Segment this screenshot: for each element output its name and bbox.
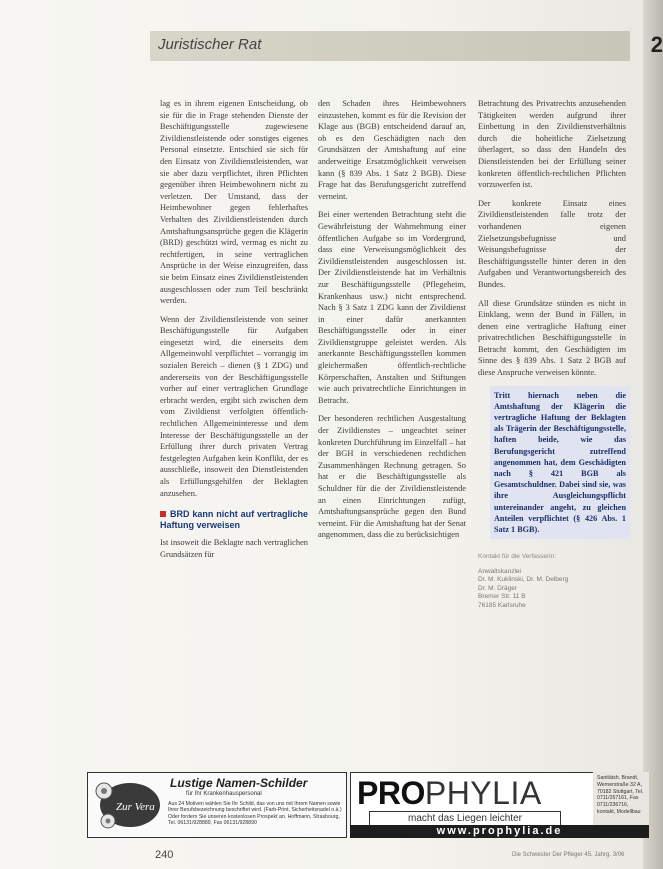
flower-logo-icon: [92, 777, 162, 833]
text-column-1: [160, 98, 308, 567]
prophylia-slogan: macht das Liegen leichter: [369, 811, 561, 827]
paragraph: lag es in ihrem eigenen Entscheidung, ob sie für die in Frage stehenden Dienste der Beschäftigungsstelle zugewiesene Zivildienstleistende oder sonstiges eigenes Personal einsetzte. Entschied sie sich für den Einsatz von Zivildienstleistenden, war sie aber dazu verpflichtet, ihren Pflichten gegenüber ihren Heimbewohnern nicht zu verletzen. Der Umstand, dass der Heimbewohner gegen fehlerhaftes Verhalten des Zivildienstleistenden durch Amtshaftungsansprüche gegen die Klägerin (BRD) geschützt wird, vermag es nicht zu rechtfertigen, in seine vertraglichen Ansprüche in der Weise einzugreifen, dass sie beim Einsatz eines Zivildienstleistenden ausgeschlossen oder zum Teil beschränkt werden.: [160, 99, 308, 306]
ad-title: Lustige Namen-Schilder: [170, 776, 308, 790]
paragraph: Betrachtung des Privatrechts anzusehenden Tätigkeiten werden aufgrund ihrer Einbettung in den Zivildienstverhältnis durch die hoheitliche Zielsetzung überlagert, so dass den Handeln des Dienstleistenden bei der Erfüllung seiner konkreten öffentlich-rechtlichen Pflichten vorzuwerfen ist.: [478, 99, 626, 190]
paragraph: den Schaden ihres Heimbewohners einzustehen, kommt es für die Revision der Klage aus (BGB) entscheidend darauf an, ob es den Geschädigten nach den Grundsätzen der Amtshaftung auf eine anderweitige Ersatzmöglichkeit verweisen kann (§ 839 Abs. 1 Satz 2 BGB). Diese Frage hat das Berufungsgericht zutreffend verneint.: [318, 99, 466, 201]
bullet-square-icon: [160, 511, 166, 517]
advertisement-name-tags[interactable]: [87, 772, 347, 838]
subheading-text: BRD kann nicht auf vertragliche Haftung verweisen: [160, 509, 308, 531]
ad-subtitle: für Ihr Krankenhauspersonal: [186, 791, 262, 797]
author-line: 76185 Karlsruhe: [478, 601, 526, 609]
paragraph: Ist insoweit die Beklagte nach vertraglichen Grundsätzen für: [160, 538, 308, 559]
next-page-edge: [643, 0, 663, 869]
prophylia-url[interactable]: www.prophylia.de: [350, 825, 649, 838]
text-column-3: [478, 98, 626, 610]
author-line: Dr. M. Kuklinski, Dr. M. Delberg: [478, 576, 569, 584]
prophylia-logo: [357, 777, 542, 809]
logo-text: Zur Vera: [116, 801, 155, 813]
brand-pro: PRO: [357, 775, 425, 811]
highlight-box: Tritt hiernach neben die Amtshaftung der Klägerin die vertragliche Haftung der Beklagten als Trägerin der Beschäftigungsstelle, haften beide, wie das Berufungsgericht zutreffend angenommen hat, dem Geschädigten nach § 421 BGB als Gesamtschuldner. Dabei sind sie, was ihre Ausgleichungspflicht untereinander angeht, zu gleichen Anteilen verpflichtet (§ 426 Abs. 1 Satz 1 BGB).: [490, 386, 630, 540]
section-header: [150, 31, 630, 61]
page-number: 240: [155, 849, 174, 861]
advertisement-contact: Sanitätsh. Brandt, Wernerstraße 32 A, 70182 Stuttgart, Tel. 0711/267161, Fax 0711/236716, kontakt, Modellbau: [593, 772, 649, 836]
paragraph: Der konkrete Einsatz eines Zivildienstleistenden falle trotz der vorhandenen eigenen Zielsetzungsbefugnisse und Weisungsbefugnisse der Beschäftigungsstelle hinter deren in den Aufgaben und Verantwortungsbereich des Bundes.: [478, 198, 626, 289]
publication-source: Die Schwester Der Pfleger 45. Jahrg. 3/06: [512, 852, 625, 858]
paragraph: All diese Grundsätze stünden es nicht in Einklang, wenn der Bund in Fällen, in denen eine vertragliche Haftung einer privatrechtlichen Beschäftigungsstelle in Betracht kommt, den Geschädigten im Sinne des § 839 Abs. 1 Satz 2 BGB auf diese Anspruche verweisen könnte.: [478, 298, 626, 378]
author-line: Dr. M. Dräger: [478, 584, 518, 592]
author-line: Bremer Str. 11 B: [478, 593, 526, 601]
paragraph: Bei einer wertenden Betrachtung steht die Gewährleistung der Wahrnehmung einer öffentlichen Aufgabe so im Vordergrund, dass eine Verweisungsmöglichkeit des Zivildienstleistenden ausgeschlossen ist. Der Zivildienstleistende hat im Verhältnis zur Beschäftigungsstelle (Pflegeheim, Krankenhaus usw.) nicht entsprechend. Nach § 3 Satz 1 ZDG kann der Zivildienst in einer dafür anerkannten Beschäftigungsstelle oder in einer Zivildienstgruppe geleistet werden. Als anerkannte Beschäftigungsstellen kommen gleichermaßen öffentlich-rechtliche Körperschaften, Anstalten und Stiftungen wie auch privatrechtliche Einrichtungen in Betracht.: [318, 210, 466, 405]
author-info: [478, 553, 626, 610]
author-line: Anwaltskanzlei: [478, 567, 521, 575]
paragraph: Der besonderen rechtlichen Ausgestaltung der Zivildienstes – ungeachtet seiner konkreten Durchführung im Einzelfall – hat der BGH in verschiedenen rechtlichen Zusammenhängen Rechnung getragen. So hat er die Beschäftigungsstelle als Schuldner für die der Zivildienstleistende an einen Einrichtungen zufügt, Amtshaftungsansprüche gegen den Bund verneint. Für die Amtshaftung hat der Senat angenommen, dass die zu berücksichtigen: [318, 414, 466, 540]
paragraph: Wenn der Zivildienstleistende von seiner Beschäftigungsstelle für Aufgaben eingesetzt wird, die einerseits dem Allgemeinwohl verpflichtet – vorrangig im sozialen Bereich – dienen (§ 1 ZDG) und andererseits von der Beschäftigungsstelle vorher auf einer vertraglichen Grundlage erbracht werden, ergibt sich zwischen dem vom Zivildienst verfolgten öffentlich-rechtlichen Allgemeininteresse und dem Interesse der Beschäftigungsstelle an der Erfüllung ihrer durch privaten Vertrag festgelegten Aufgaben kein Konflikt, der es ausschließe, insoweit den Dienstleistenden als Erfüllungsgehilfen der Beklagten anzusehen.: [160, 314, 308, 498]
ad-body: Aus 24 Motiven wählen Sie Ihr Schild, das von uns mit Ihrem Namen sowie Ihrer Berufsbezeichnung beschriftet wird. (Farb-Print, Sicherheitsnadel o.ä.) Oder fordern Sie unseren kostenlosen Prospekt an. Hoffmann, Strasbourg, Tel. 06131/928889, Fax 06131/928890: [168, 801, 342, 827]
subheading: [160, 509, 308, 531]
author-label: Kontakt für die Verfasserin:: [478, 553, 557, 561]
text-column-2: [318, 98, 466, 548]
section-title: Juristischer Rat: [158, 36, 262, 53]
brand-phylia: PHYLIA: [424, 775, 542, 811]
edge-character: 2: [650, 32, 663, 57]
